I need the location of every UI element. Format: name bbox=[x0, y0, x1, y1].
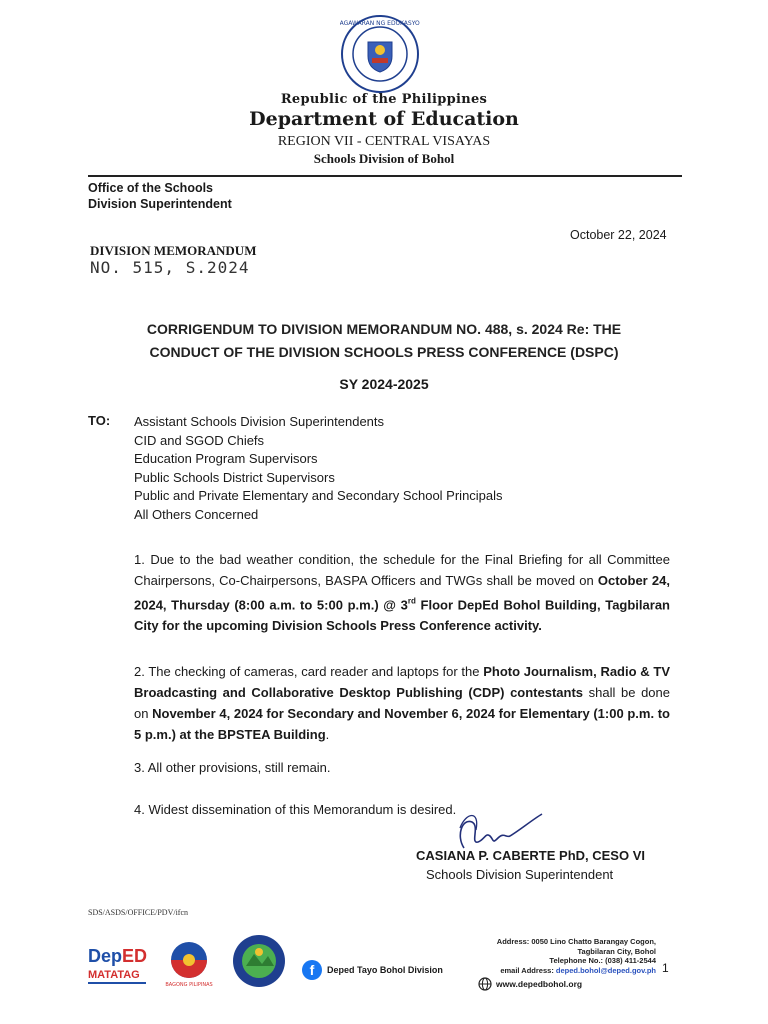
paragraph-1-text: 1. Due to the bad weather condition, the schedule for the Final Briefing for all Committee Chairpersons, Co-Chairpersons, BASPA Officers and TWGs shall be moved on bbox=[134, 552, 670, 588]
recipient-item: Education Program Supervisors bbox=[134, 451, 318, 466]
office-line-1: Office of the Schools bbox=[88, 181, 214, 195]
address-line-2: Tagbilaran City, Bohol bbox=[577, 946, 656, 956]
recipient-item: All Others Concerned bbox=[134, 506, 259, 522]
website-link[interactable] bbox=[478, 977, 582, 991]
header-divider bbox=[88, 175, 682, 177]
memo-number-handwritten: NO. 515, S.2024 bbox=[90, 258, 250, 277]
globe-icon bbox=[478, 977, 492, 991]
svg-text:ED: ED bbox=[122, 946, 148, 966]
svg-text:BAGONG PILIPINAS: BAGONG PILIPINAS bbox=[165, 982, 213, 988]
recipient-item: Assistant Schools Division Superintendents bbox=[134, 414, 385, 429]
paragraph-1 bbox=[134, 549, 670, 636]
email-label: email Address: bbox=[500, 965, 556, 975]
recipient-item: Public Schools District Supervisors bbox=[134, 469, 335, 485]
email-link[interactable]: deped.bohol@deped.gov.ph bbox=[555, 965, 656, 975]
paragraph-1-venue: Floor DepEd Bohol Building, Tagbilaran City for the upcoming Division Schools Press Conference activity. bbox=[134, 597, 670, 634]
division-seal-logo bbox=[232, 934, 286, 988]
telephone: Telephone No.: (038) 411-2544 bbox=[549, 956, 656, 965]
deped-seal-logo bbox=[340, 14, 420, 94]
to-label: TO: bbox=[88, 413, 111, 428]
svg-text:KAGAWARAN NG EDUKASYON: KAGAWARAN NG EDUKASYON bbox=[340, 20, 420, 27]
email-line bbox=[460, 966, 656, 976]
office-line-2: Division Superintendent bbox=[88, 197, 232, 211]
paragraph-4: 4. Widest dissemination of this Memorandum is desired. bbox=[134, 802, 457, 817]
paragraph-1-superscript: rd bbox=[407, 597, 416, 606]
recipient-list bbox=[134, 413, 503, 524]
facebook-page-name: Deped Tayo Bohol Division bbox=[327, 965, 443, 975]
subject-line-2: CONDUCT OF THE DIVISION SCHOOLS PRESS CONFERENCE (DSPC) bbox=[149, 344, 619, 360]
paragraph-2 bbox=[134, 661, 670, 745]
paragraph-2-text-mid: shall be done on bbox=[134, 685, 670, 721]
deped-matatag-logo bbox=[86, 940, 152, 990]
memo-subject bbox=[0, 318, 768, 364]
facebook-icon: f bbox=[302, 960, 322, 980]
subject-line-1: CORRIGENDUM TO DIVISION MEMORANDUM NO. 488, s. 2024 Re: THE bbox=[146, 321, 622, 337]
department-header: Department of Education bbox=[249, 108, 519, 130]
svg-text:MATATAG: MATATAG bbox=[88, 969, 140, 981]
address-line-1: Address: 0050 Lino Chatto Barangay Cogon, bbox=[496, 937, 656, 946]
svg-text:Dep: Dep bbox=[88, 946, 123, 966]
memo-label: DIVISION MEMORANDUM bbox=[90, 243, 257, 258]
page-number: 1 bbox=[662, 961, 669, 975]
paragraph-2-end: . bbox=[325, 727, 330, 742]
office-block bbox=[88, 180, 232, 212]
paragraph-2-contestants: Photo Journalism, Radio & TV Broadcasting and Collaborative Desktop Publishing (CDP) contestants bbox=[134, 664, 670, 700]
paragraph-3: 3. All other provisions, still remain. bbox=[134, 760, 331, 775]
school-year: SY 2024-2025 bbox=[339, 376, 429, 392]
republic-header: Republic of the Philippines bbox=[280, 92, 488, 107]
region-header: REGION VII - CENTRAL VISAYAS bbox=[277, 134, 491, 149]
website-url: www.depedbohol.org bbox=[496, 979, 583, 989]
memo-date: October 22, 2024 bbox=[570, 228, 667, 242]
signatory-title: Schools Division Superintendent bbox=[426, 867, 614, 882]
contact-block bbox=[460, 937, 656, 975]
recipient-item: Public and Private Elementary and Secondary School Principals bbox=[134, 488, 503, 503]
paragraph-2-text: 2. The checking of cameras, card reader and laptops for the bbox=[134, 664, 484, 679]
facebook-link[interactable] bbox=[302, 960, 443, 980]
paragraph-2-schedule: November 4, 2024 for Secondary and November 6, 2024 for Elementary (1:00 p.m. to 5 p.m.) at the BPSTEA Building bbox=[134, 706, 670, 742]
signatory-name: CASIANA P. CABERTE PhD, CESO VI bbox=[416, 848, 645, 863]
reference-initials: SDS/ASDS/OFFICE/PDV/ifcn bbox=[88, 908, 189, 917]
recipient-item: CID and SGOD Chiefs bbox=[134, 432, 265, 448]
division-header: Schools Division of Bohol bbox=[313, 151, 455, 166]
bagong-pilipinas-logo bbox=[160, 938, 218, 990]
paragraph-1-schedule: October 24, 2024, Thursday (8:00 a.m. to 5:00 p.m.) @ 3 bbox=[134, 573, 670, 613]
